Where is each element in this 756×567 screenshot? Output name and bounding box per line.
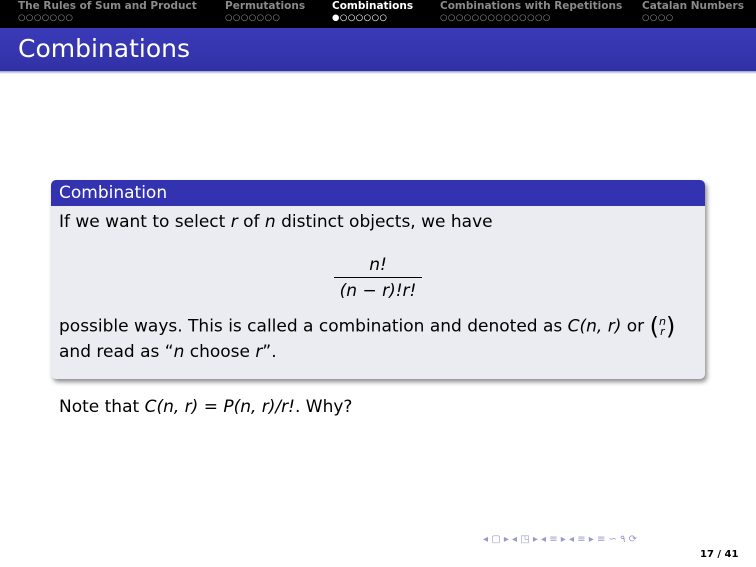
- section-navigation-bar: [0, 0, 756, 28]
- var-r: r: [230, 212, 238, 232]
- definition-line-1: [59, 210, 697, 235]
- text: choose: [184, 341, 256, 362]
- combination-notation: C(n, r): [567, 316, 622, 337]
- frame-title: Combinations: [18, 34, 190, 63]
- note-text: [59, 394, 352, 420]
- binomial-notation: (n r): [649, 312, 676, 340]
- title-bar-shadow: [0, 71, 756, 74]
- page-number: 17 / 41: [700, 549, 739, 560]
- fraction-denominator: (n − r)!r!: [339, 281, 417, 301]
- nav-section-permutations[interactable]: [225, 0, 305, 24]
- nav-section-dots[interactable]: ○○○○○○○: [18, 13, 74, 23]
- text: possible ways. This is called a combination and denoted as: [59, 316, 568, 337]
- nav-section-dots[interactable]: ○○○○○○○: [225, 13, 281, 23]
- text: ”.: [262, 341, 277, 362]
- text: If we want to select: [59, 212, 231, 232]
- combination-formula: [59, 253, 697, 304]
- nav-section-title: Combinations with Repetitions: [440, 0, 623, 12]
- definition-line-3: [59, 340, 697, 365]
- nav-section-dots[interactable]: ○○○○○○○○○○○○○○: [440, 13, 551, 23]
- note-formula: C(n, r) = P(n, r)/r!: [144, 397, 295, 417]
- block-body: [51, 206, 705, 369]
- nav-section-title: Catalan Numbers: [642, 0, 744, 12]
- text: Note that: [59, 397, 145, 417]
- nav-section-dots[interactable]: ○○○○: [642, 13, 674, 23]
- nav-section-combinations-with-repetitions[interactable]: [440, 0, 622, 24]
- binom-bottom: r: [660, 324, 665, 338]
- nav-section-combinations[interactable]: [332, 0, 413, 24]
- definition-block: [51, 180, 705, 379]
- beamer-navigation-symbols[interactable]: ◂ ▢ ▸ ◂ ◳ ▸ ◂ ≡ ▸ ◂ ≡ ▸ ≡ ∽ ۹ ⟳: [483, 534, 637, 545]
- text: distinct objects, we have: [275, 212, 493, 232]
- block-title: Combination: [51, 180, 705, 206]
- fraction: [334, 253, 423, 304]
- var-n: n: [264, 212, 276, 232]
- nav-section-dots[interactable]: ●○○○○○○: [332, 13, 388, 23]
- text: of: [237, 212, 265, 232]
- nav-section-catalan-numbers[interactable]: [642, 0, 744, 24]
- nav-section-title: Combinations: [332, 0, 414, 12]
- nav-section-rules-of-sum-product[interactable]: [18, 0, 197, 24]
- text: or: [621, 316, 650, 337]
- nav-section-title: Permutations: [225, 0, 306, 12]
- var-r: r: [255, 341, 263, 362]
- fraction-numerator: n!: [334, 253, 423, 278]
- var-n: n: [173, 341, 185, 362]
- text: and read as “: [59, 341, 174, 362]
- definition-line-2: [59, 314, 697, 340]
- nav-section-title: The Rules of Sum and Product: [18, 0, 197, 12]
- text: . Why?: [294, 397, 353, 417]
- binom-top: n: [658, 314, 666, 328]
